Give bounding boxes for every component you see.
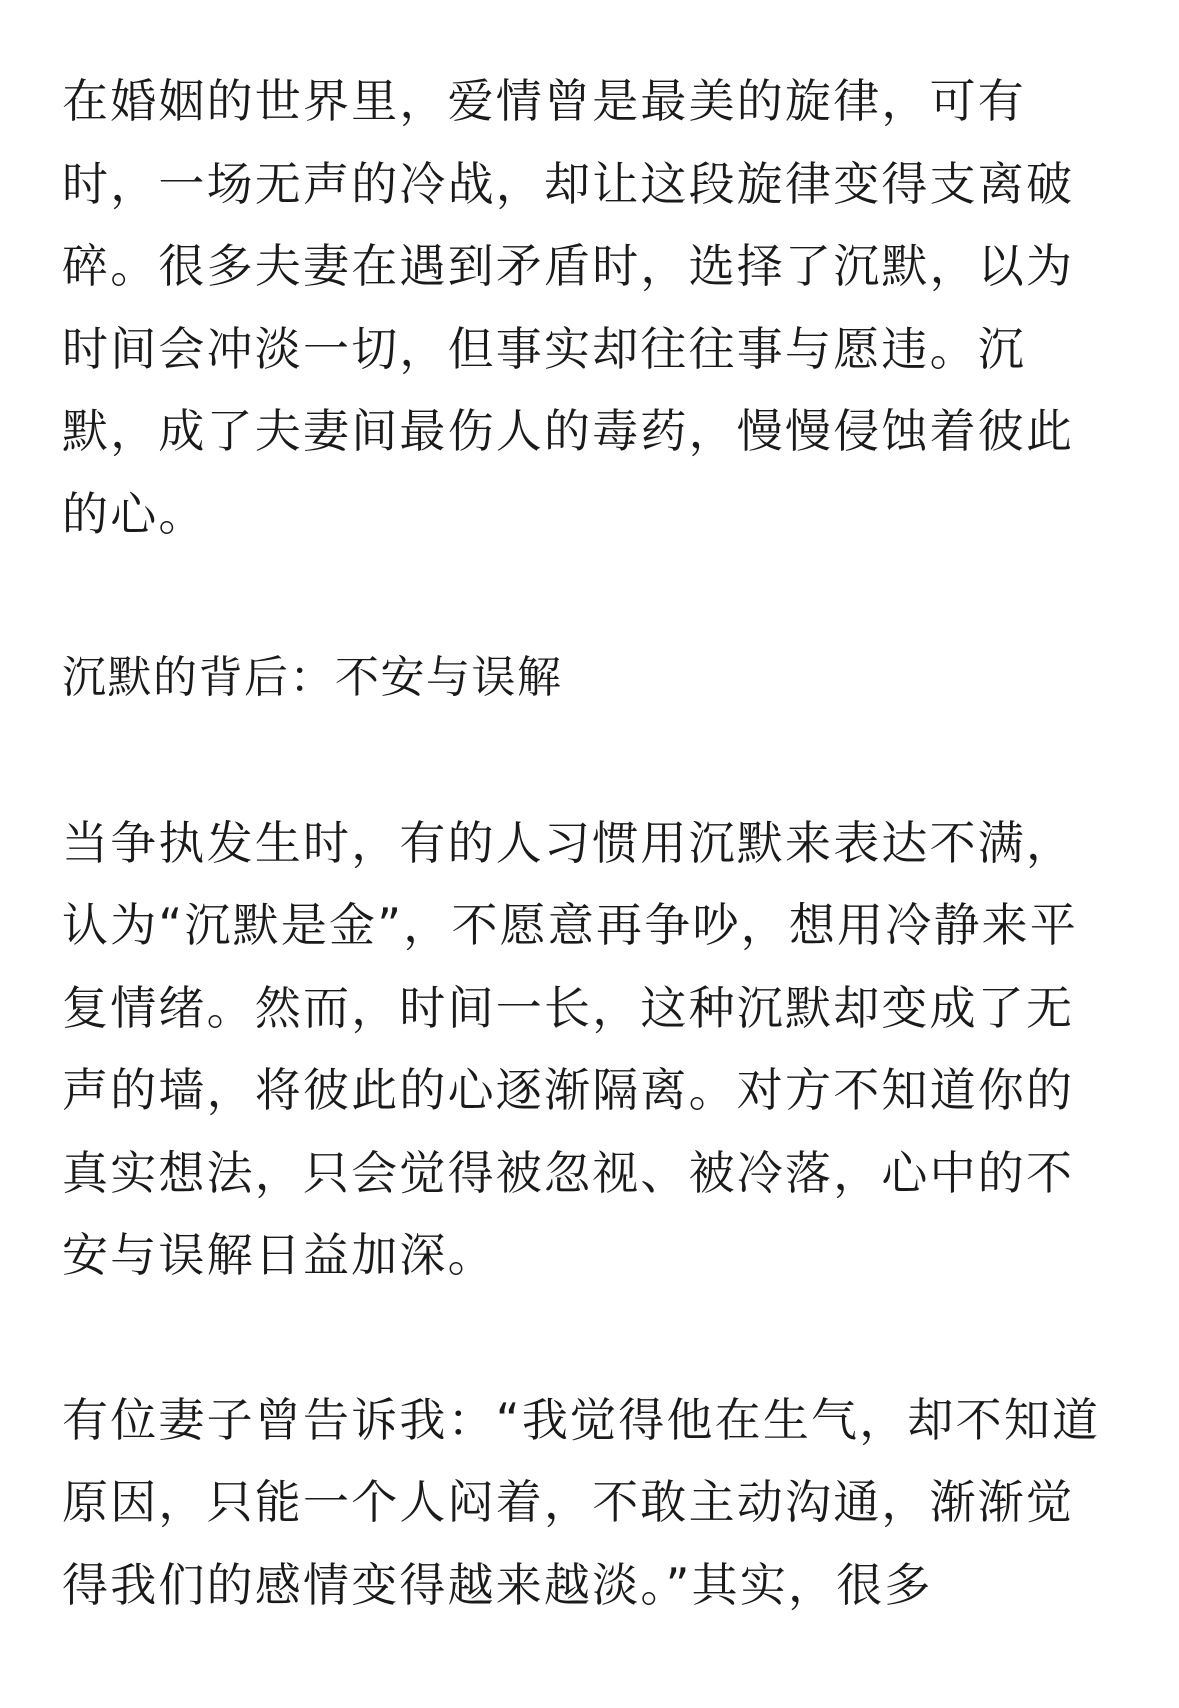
section-heading: 沉默的背后：不安与误解 (62, 652, 563, 703)
paragraph-silence-wall: 当争执发生时，有的人习惯用沉默来表达不满，认为“沉默是金”，不愿意再争吵，想用冷静来平复情绪。然而，时间一长，这种沉默却变成了无声的墙，将彼此的心逐渐隔离。对方不知道你的真实想法，只会觉得被忽视、被冷落，心中的不安与误解日益加深。 (62, 815, 1079, 1282)
paragraph-wife-quote: 有位妻子曾告诉我：“我觉得他在生气，却不知道原因，只能一个人闷着，不敢主动沟通，渐渐觉得我们的感情变得越来越淡。”其实，很多 (62, 1392, 1101, 1612)
article-body (62, 60, 1117, 1708)
paragraph-intro: 在婚姻的世界里，爱情曾是最美的旋律，可有时，一场无声的冷战，却让这段旋律变得支离破碎。很多夫妻在遇到矛盾时，选择了沉默，以为时间会冲淡一切，但事实却往往事与愿违。沉默，成了夫妻间最伤人的毒药，慢慢侵蚀着彼此的心。 (62, 74, 1075, 541)
